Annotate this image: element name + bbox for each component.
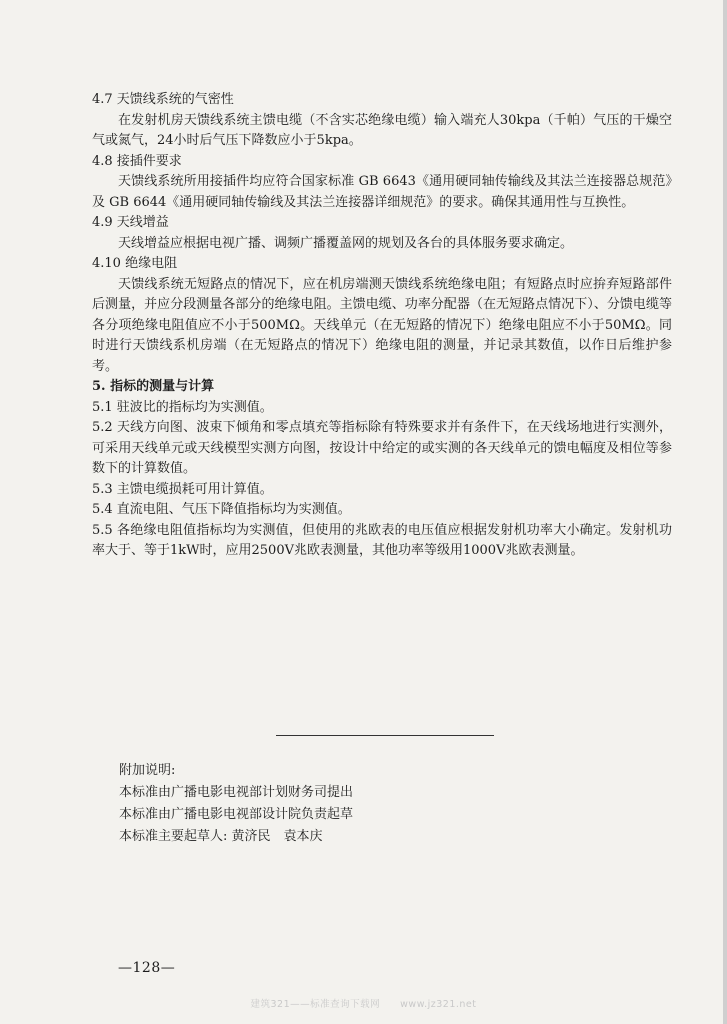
item-5-4: 5.4 直流电阻、气压下降值指标均为实测值。 — [92, 502, 351, 517]
watermark: 建筑321——标准查询下载网 www.jz321.net — [250, 999, 477, 1010]
appendix-title: 附加说明: — [119, 763, 176, 778]
paragraph-insulation-resistance: 天馈线系统无短路点的情况下，应在机房端测天馈线系统绝缘电阻；有短路点时应拚弃短路部件后测量，并应分段测量各部分的绝缘电阻。主馈电缆、功率分配器（在无短路点情况下）、分馈电缆等各分项绝缘电阻值应不小于500MΩ。天线单元（在无短路的情况下）绝缘电阻应不小于50MΩ。同时进行天馈线系机房端（在无短路点的情况下）绝缘电阻的测量，并记录其数值，以作日后维护参考。 — [92, 276, 672, 374]
divider-rule — [276, 735, 494, 736]
paragraph-air-tightness: 在发射机房天馈线系统主馈电缆（不含实芯绝缘电缆）输入端充人30kpa（千帕）气压的干燥空气或氮气，24小时后气压下降数应小于5kpa。 — [92, 112, 672, 148]
item-5-1: 5.1 驻波比的指标均为实测值。 — [92, 399, 273, 415]
section-heading-5: 5. 指标的测量与计算 — [92, 379, 215, 394]
item-5-3: 5.3 主馈电缆损耗可用计算值。 — [92, 481, 273, 497]
section-heading-4-8: 4.8 接插件要求 — [92, 153, 182, 169]
item-5-2: 5.2 天线方向图、波束下倾角和零点填充等指标除有特殊要求并有条件下，在天线场地进行实测外，可采用天线单元或天线模型实测方向图，按设计中给定的或实测的各天线单元的馈电幅度及相位等参数下的计算数值。 — [92, 420, 672, 476]
page-number: —128— — [118, 960, 176, 976]
appendix-notes — [119, 760, 353, 848]
scan-edge — [723, 0, 727, 1024]
appendix-line-proposer: 本标准由广播电影电视部计划财务司提出 — [119, 785, 354, 800]
section-heading-4-9: 4.9 天线增益 — [92, 215, 169, 230]
item-5-5: 5.5 各绝缘电阻值指标均为实测值，但使用的兆欧表的电压值应根据发射机功率大小确定。发射机功率大于、等于1kW时，应用2500V兆欧表测量，其他功率等级用1000V兆欧表测量。 — [92, 522, 672, 558]
section-heading-4-10: 4.10 绝缘电阻 — [92, 256, 178, 271]
paragraph-antenna-gain: 天线增益应根据电视广播、调频广播覆盖网的规划及各台的具体服务要求确定。 — [118, 235, 574, 251]
section-heading-4-7: 4.7 天馈线系统的气密性 — [92, 92, 234, 107]
document-body — [92, 90, 672, 562]
paragraph-connectors: 天馈线系统所用接插件均应符合国家标准 GB 6643《通用硬同轴传输线及其法兰连接器总规范》及 GB 6644《通用硬同轴传输线及其法兰连接器详细规范》的要求。确保其通用性与互换性。 — [92, 174, 672, 210]
appendix-line-authors: 本标准主要起草人: 黄济民 袁本庆 — [119, 829, 323, 844]
appendix-line-drafter: 本标准由广播电影电视部设计院负责起草 — [119, 807, 354, 822]
